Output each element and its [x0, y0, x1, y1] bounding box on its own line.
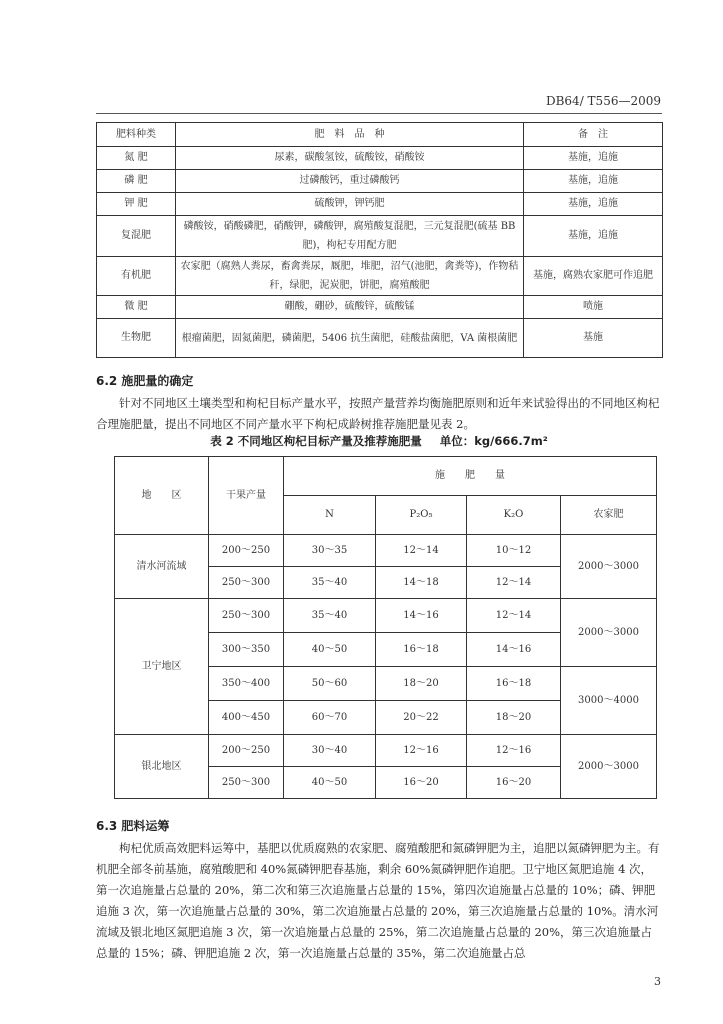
fertilizer-varieties: 硫酸钾，钾钙肥 — [176, 193, 524, 216]
k2o-cell: 14～16 — [467, 633, 561, 667]
fertilizer-note: 基施，追施 — [524, 170, 663, 193]
fertilizer-type: 氮 肥 — [97, 147, 176, 170]
k2o-cell: 12～14 — [467, 599, 561, 633]
section-heading-6-2: 6.2 施肥量的确定 — [96, 374, 194, 388]
table-row — [97, 193, 663, 216]
col-header-varieties: 肥 料 品 种 — [176, 123, 524, 147]
k2o-cell: 10～12 — [467, 535, 561, 567]
table-row — [115, 599, 657, 633]
standard-code: DB64/ T556—2009 — [545, 94, 661, 108]
table-row — [97, 296, 663, 319]
table-row — [97, 170, 663, 193]
fertilizer-type: 钾 肥 — [97, 193, 176, 216]
n-cell: 50～60 — [284, 667, 376, 701]
table2-title: 表 2 不同地区枸杞目标产量及推荐施肥量 — [210, 434, 422, 448]
n-cell: 35～40 — [284, 599, 376, 633]
k2o-cell: 16～20 — [467, 767, 561, 799]
k2o-cell: 18～20 — [467, 701, 561, 735]
table-row — [115, 535, 657, 567]
n-cell: 35～40 — [284, 567, 376, 599]
p2o5-cell: 16～18 — [376, 633, 467, 667]
col-header-note: 备 注 — [524, 123, 663, 147]
fertilizer-note: 喷施 — [524, 296, 663, 319]
col-header-type: 肥料种类 — [97, 123, 176, 147]
fertilizer-varieties: 农家肥（腐熟人粪尿，畜禽粪尿，厩肥，堆肥，沼气(池肥，禽粪等)，作物秸秆，绿肥，泥炭肥，饼肥，腐殖酸肥 — [176, 257, 524, 296]
region-cell: 清水河流域 — [115, 535, 209, 599]
table-row — [97, 216, 663, 257]
page-number: 3 — [654, 975, 661, 988]
manure-cell: 3000～4000 — [561, 667, 657, 735]
n-cell: 30～40 — [284, 735, 376, 767]
fertilizer-type: 磷 肥 — [97, 170, 176, 193]
p2o5-cell: 12～14 — [376, 535, 467, 567]
fertilizer-type: 微 肥 — [97, 296, 176, 319]
col-header-fertilization: 施 肥 量 — [284, 457, 657, 496]
n-cell: 60～70 — [284, 701, 376, 735]
table-header-row — [115, 457, 657, 496]
fertilization-rate-table — [114, 456, 657, 799]
manure-cell: 2000～3000 — [561, 735, 657, 799]
manure-cell: 2000～3000 — [561, 599, 657, 667]
fertilizer-note: 基施，追施 — [524, 193, 663, 216]
fertilizer-note: 基施，追施 — [524, 216, 663, 257]
table2-unit: 单位：kg/666.7m² — [439, 434, 548, 448]
k2o-cell: 16～18 — [467, 667, 561, 701]
yield-cell: 350～400 — [209, 667, 284, 701]
region-cell: 银北地区 — [115, 735, 209, 799]
header-rule — [96, 113, 662, 114]
table-row — [97, 319, 663, 358]
yield-cell: 250～300 — [209, 599, 284, 633]
p2o5-cell: 14～18 — [376, 567, 467, 599]
fertilizer-varieties: 过磷酸钙，重过磷酸钙 — [176, 170, 524, 193]
yield-cell: 250～300 — [209, 767, 284, 799]
fertilizer-varieties: 磷酸铵，硝酸磷肥，硝酸钾，磷酸钾，腐殖酸复混肥，三元复混肥(硫基 BB 肥)，枸杞专用配方肥 — [176, 216, 524, 257]
n-cell: 40～50 — [284, 767, 376, 799]
p2o5-cell: 20～22 — [376, 701, 467, 735]
col-header-yield: 干果产量 — [209, 457, 284, 535]
p2o5-cell: 12～16 — [376, 735, 467, 767]
yield-cell: 300～350 — [209, 633, 284, 667]
table-header-row — [97, 123, 663, 147]
table-row — [115, 735, 657, 767]
region-cell: 卫宁地区 — [115, 599, 209, 735]
fertilizer-type: 生物肥 — [97, 319, 176, 358]
table-row — [97, 257, 663, 296]
section-6-3-paragraph: 枸杞优质高效肥料运筹中，基肥以优质腐熟的农家肥、腐殖酸肥和氮磷钾肥为主，追肥以氮磷钾肥为主。有机肥全部冬前基施，腐殖酸肥和 40%氮磷钾肥春基施，剩余 60%氮磷钾肥作追肥。卫宁地区氮肥追施 4 次，第一次追施量占总量的 20%，第二次和第三次追施量占总量的 15%，第四次追施量占总量的 10%；磷、钾肥追施 3 次，第一次追施量占总量的 30%，第二次追施量占总量的 20%，第三次追施量占总量的 10%。清水河流域及银北地区氮肥追施 3 次，第一次追施量占总量的 25%，第二次追施量占总量的 20%，第三次追施量占总量的 15%；磷、钾肥追施 2 次，第一次追施量占总量的 35%，第二次追施量占总 — [96, 841, 660, 960]
fertilizer-note: 基施，腐熟农家肥可作追肥 — [524, 257, 663, 296]
n-cell: 40～50 — [284, 633, 376, 667]
yield-cell: 200～250 — [209, 735, 284, 767]
p2o5-cell: 18～20 — [376, 667, 467, 701]
fertilizer-note: 基施 — [524, 319, 663, 358]
fertilizer-varieties: 硼酸，硼砂，硫酸锌，硫酸锰 — [176, 296, 524, 319]
manure-cell: 2000～3000 — [561, 535, 657, 599]
p2o5-cell: 14～16 — [376, 599, 467, 633]
fertilizer-type: 复混肥 — [97, 216, 176, 257]
fertilizer-note: 基施，追施 — [524, 147, 663, 170]
col-header-region: 地 区 — [115, 457, 209, 535]
col-header-p2o5: P₂O₅ — [376, 496, 467, 535]
col-header-manure: 农家肥 — [561, 496, 657, 535]
p2o5-cell: 16～20 — [376, 767, 467, 799]
col-header-n: N — [284, 496, 376, 535]
yield-cell: 200～250 — [209, 535, 284, 567]
fertilizer-type: 有机肥 — [97, 257, 176, 296]
table2-caption — [96, 433, 662, 449]
fertilizer-varieties: 尿素，碳酸氢铵，硫酸铵，硝酸铵 — [176, 147, 524, 170]
col-header-k2o: K₂O — [467, 496, 561, 535]
table-row — [97, 147, 663, 170]
fertilizer-varieties: 根瘤菌肥，固氮菌肥，磷菌肥，5406 抗生菌肥，硅酸盐菌肥，VA 菌根菌肥 — [176, 319, 524, 358]
section-heading-6-3: 6.3 肥料运筹 — [96, 819, 170, 833]
k2o-cell: 12～16 — [467, 735, 561, 767]
k2o-cell: 12～14 — [467, 567, 561, 599]
section-6-2-paragraph: 针对不同地区土壤类型和枸杞目标产量水平，按照产量营养均衡施肥原则和近年来试验得出的不同地区枸杞合理施肥量，提出不同地区不同产量水平下枸杞成龄树推荐施肥量见表 2。 — [96, 396, 660, 431]
yield-cell: 400～450 — [209, 701, 284, 735]
yield-cell: 250～300 — [209, 567, 284, 599]
fertilizer-types-table — [96, 122, 663, 358]
n-cell: 30～35 — [284, 535, 376, 567]
